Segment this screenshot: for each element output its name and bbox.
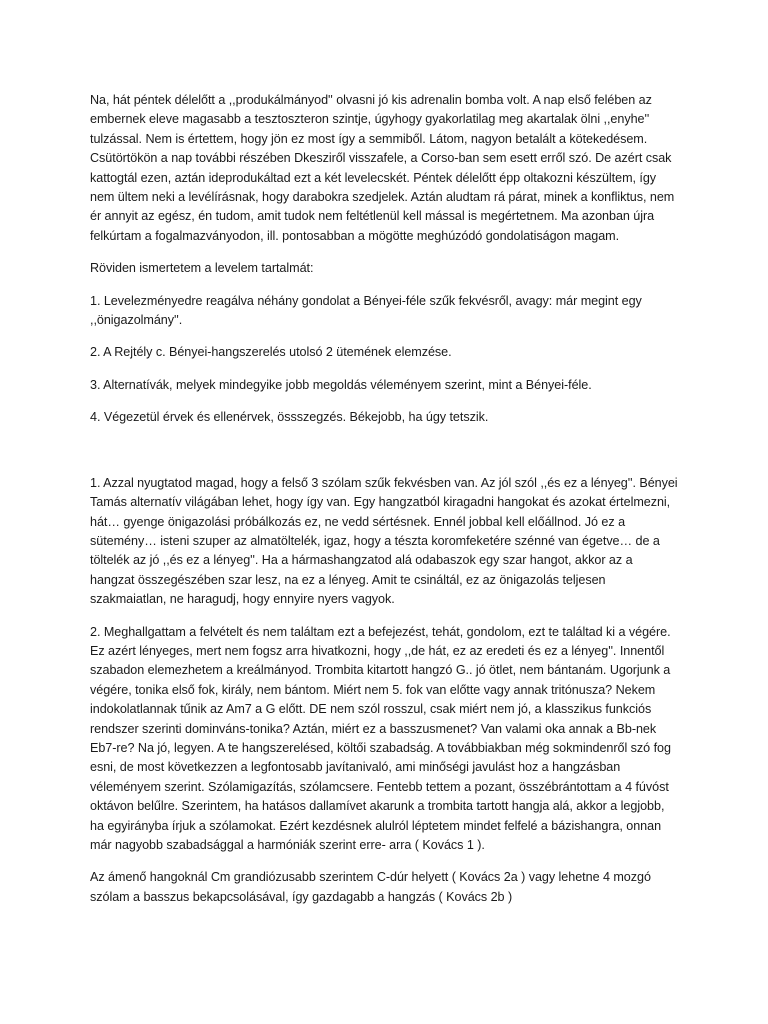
section-paragraph-1: 1. Azzal nyugtatod magad, hogy a felső 3 szólam szűk fekvésben van. Az jól szól ,,és ez a lényeg''. Bényei Tamás alternatív világában lehet, hogy így van. Egy hangzatból kiragadni hangokat és azokat értelmezni, hát… gyenge önigazolási próbálkozás ez, ne vedd sértésnek. Ennél jobbal kell előállnod. Jó ez a sütemény… isteni szuper az almatöltelék, igaz, hogy a tészta koromfeketére szénné van égetve… de a töltelék az jó ,,és ez a lényeg''. Ha a hármashangzatod alá odabaszok egy szar hangot, akkor az a hangzat összegészében szar lesz, na ez a lényeg. Amit te csináltál, ez az önigazolás teljesen szakmaiatlan, ne haragudj, hogy ennyire nyers vagyok. [90,475,678,607]
summary-item-2: 2. A Rejtély c. Bényei-hangszerelés utolsó 2 ütemének elemzése. [90,345,452,360]
summary-item-4: 4. Végezetül érvek és ellenérvek, össszegzés. Békejobb, ha úgy tetszik. [90,410,489,425]
section-spacer [90,441,680,474]
summary-item-1: 1. Levelezményedre reagálva néhány gondolat a Bényei-féle szűk fekvésről, avagy: már megint egy ,,önigazolmány''. [90,293,642,328]
intro-paragraph: Na, hát péntek délelőtt a ,,produkálmányod'' olvasni jó kis adrenalin bomba volt. A nap első felében az embernek eleve magasabb a tesztoszteron szintje, úgyhogy gyakorlatilag meg akartalak ölni ,,enyhe'' tulzással. Nem is értettem, hogy jön ez most így a semmiből. Látom, nagyon betalált a kötekedésem. Csütörtökön a nap további részében Dkesziről visszafele, a Corso-ban sem esett erről szó. De azért csak kattogtál ezen, aztán ideprodukáltad ezt a két levelecskét. Péntek délelőtt épp oltakozni készültem, így nem ültem neki a levélírásnak, hogy darabokra szedjelek. Aztán aludtam rá párat, minek a konfliktus, nem ér annyit az egész, én tudom, amit tudok nem feltétlenül kell mással is megértetnem. Ma azonban újra felkúrtam a fogalmazványodon, ill. pontosabban a mögötte meghúzódó gondolatiságon magam. [90,93,675,243]
document-body [90,91,680,920]
section-paragraph-2: 2. Meghallgattam a felvételt és nem találtam ezt a befejezést, tehát, gondolom, ezt te találtad ki a végére. Ez azért lényeges, mert nem fogsz arra hivatkozni, hogy ,,de hát, ez az eredeti és ez a lényeg''. Innentől szabadon elemezhetem a kreálmányod. Trombita kitartott hangzó G.. jó ötlet, nem bántanám. Ugorjunk a végére, tonika első fok, király, nem bántom. Miért nem 5. fok van előtte vagy annak tritónusza? Nekem indokolatlannak tűnik az Am7 a G előtt. DE nem szól rosszul, csak miért nem jó, a klasszikus funkciós rendszer szerinti dominváns-tonika? Aztán, miért ez a basszusmenet? Van valami oka annak a Bb-nek Eb7-re? Na jó, legyen. A te hangszerelésed, költői szabadság. A továbbiakban még sokmindenről szó fog esni, de most következzen a legfontosabb javítanivaló, ami minőségi javulást hoz a hangzásban véleményem szerint. Szólamigazítás, szólamcsere. Fentebb tettem a pozant, összébrántottam a 4 fúvóst oktávon belűlre. Szerintem, ha hatásos dallamívet akarunk a trombita tartott hangja alá, akkor a legjobb, ha egyirányba írjuk a szólamokat. Ezért kezdésnek alulról léptetem mindet felfelé a bázishangra, onnan már nagyobb szabadsággal a harmóniák szerint erre- arra ( Kovács 1 ). [90,624,671,852]
summary-item-3: 3. Alternatívák, melyek mindegyike jobb megoldás véleményem szerint, mint a Bényei-féle. [90,377,592,392]
summary-heading: Röviden ismertetem a levelem tartalmát: [90,261,314,276]
section-paragraph-3: Az ámenő hangoknál Cm grandiózusabb szerintem C-dúr helyett ( Kovács 2a ) vagy lehetne 4 mozgó szólam a basszus bekapcsolásával, így gazdagabb a hangzás ( Kovács 2b ) [90,870,651,904]
